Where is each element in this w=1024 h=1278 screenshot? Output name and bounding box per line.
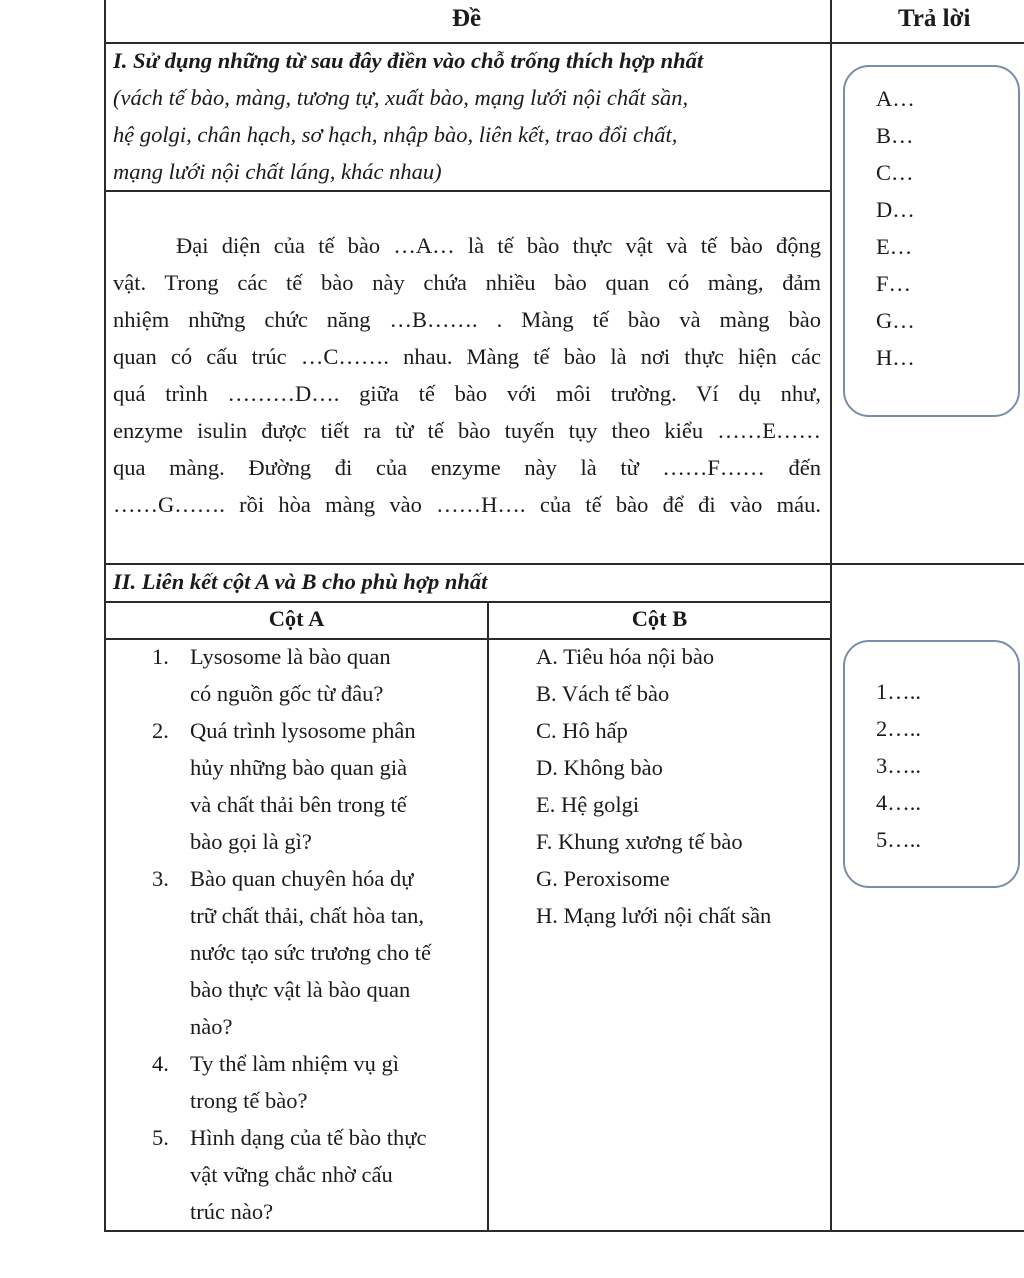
question-line: có nguồn gốc từ đâu?	[190, 681, 384, 706]
word-list-line: mạng lưới nội chất láng, khác nhau)	[113, 159, 442, 184]
question-line: bào thực vật là bào quan	[190, 977, 411, 1002]
part2-title-rule	[104, 601, 831, 603]
answer-slot-g[interactable]: G…	[876, 308, 915, 333]
part2-title: II. Liên kết cột A và B cho phù hợp nhất	[113, 569, 488, 594]
question-line: hủy những bào quan già	[190, 755, 408, 780]
answer-slot-f[interactable]: F…	[876, 271, 912, 296]
passage-line: quá trình ………D…. giữa tế bào với môi trường. Ví dụ như,	[113, 381, 821, 406]
question-line: trong tế bào?	[190, 1088, 308, 1113]
question-line: Lysosome là bào quan	[190, 644, 391, 669]
passage-line: ……G……. rồi hòa màng vào ……H…. của tế bào để đi vào máu.	[113, 492, 821, 517]
answer-slot-c[interactable]: C…	[876, 160, 914, 185]
passage-line: vật. Trong các tế bào này chứa nhiều bào quan có màng, đảm	[113, 270, 821, 295]
header-de: Đề	[452, 5, 482, 32]
question-number: 1.	[152, 644, 169, 669]
column-b-header: Cột B	[631, 606, 688, 631]
answer-slot-a[interactable]: A…	[876, 86, 915, 111]
divider-col-a-b	[487, 601, 489, 1232]
question-line: bào gọi là gì?	[190, 829, 312, 854]
word-list-line: (vách tế bào, màng, tương tự, xuất bào, mạng lưới nội chất sần,	[113, 85, 689, 110]
divider-de-traloi	[830, 0, 832, 1232]
option-g: G. Peroxisome	[536, 866, 670, 891]
question-item-4	[152, 1045, 482, 1119]
passage-line: nhiệm những chức năng …B……. . Màng tế bào và màng bào	[113, 307, 821, 332]
question-line: vật vững chắc nhờ cấu	[190, 1162, 393, 1187]
question-line: trúc nào?	[190, 1199, 274, 1224]
part1-answer-list	[876, 80, 915, 376]
word-list	[113, 79, 825, 190]
question-number: 4.	[152, 1051, 169, 1076]
question-item-2	[152, 712, 482, 860]
part1-answer-box[interactable]	[843, 65, 1020, 417]
answer-slot-d[interactable]: D…	[876, 197, 915, 222]
answer-slot-3[interactable]: 3…..	[876, 753, 921, 778]
fill-in-passage	[113, 227, 821, 523]
question-number: 5.	[152, 1125, 169, 1150]
column-b-options	[536, 638, 771, 934]
passage-line: enzyme isulin được tiết ra từ tế bào tuyến tụy theo kiểu ……E……	[113, 418, 821, 443]
column-a-questions	[152, 638, 482, 1230]
table-bottom-rule	[104, 1230, 1024, 1232]
answer-slot-1[interactable]: 1…..	[876, 679, 921, 704]
passage-line: qua màng. Đường đi của enzyme này là từ ……F…… đến	[113, 455, 821, 480]
answer-slot-2[interactable]: 2…..	[876, 716, 921, 741]
question-line: Hình dạng của tế bào thực	[190, 1125, 427, 1150]
question-line: và chất thải bên trong tế	[190, 792, 407, 817]
answer-slot-4[interactable]: 4…..	[876, 790, 921, 815]
option-e: E. Hệ golgi	[536, 792, 640, 817]
option-h: H. Mạng lưới nội chất sần	[536, 903, 772, 928]
question-line: Ty thể làm nhiệm vụ gì	[190, 1051, 400, 1076]
option-f: F. Khung xương tế bào	[536, 829, 743, 854]
question-number: 2.	[152, 718, 169, 743]
question-line: trữ chất thải, chất hòa tan,	[190, 903, 424, 928]
question-item-5	[152, 1119, 482, 1230]
passage-line: Đại diện của tế bào …A… là tế bào thực vật và tế bào động	[176, 233, 821, 258]
option-a: A. Tiêu hóa nội bào	[536, 644, 715, 669]
question-item-3	[152, 860, 482, 1045]
word-list-line: hệ golgi, chân hạch, sơ hạch, nhập bào, liên kết, trao đổi chất,	[113, 122, 678, 147]
question-line: nước tạo sức trương cho tế	[190, 940, 431, 965]
header-tra-loi: Trả lời	[898, 5, 971, 32]
passage-line: quan có cấu trúc …C……. nhau. Màng tế bào là nơi thực hiện các	[113, 344, 821, 369]
answer-slot-b[interactable]: B…	[876, 123, 914, 148]
option-d: D. Không bào	[536, 755, 663, 780]
question-line: Quá trình lysosome phân	[190, 718, 416, 743]
question-number: 3.	[152, 866, 169, 891]
option-b: B. Vách tế bào	[536, 681, 670, 706]
option-c: C. Hô hấp	[536, 718, 628, 743]
part1-title: I. Sử dụng những từ sau đây điền vào chỗ trống thích hợp nhất	[113, 48, 704, 73]
column-a-header: Cột A	[268, 606, 325, 631]
question-line: nào?	[190, 1014, 233, 1039]
part2-answer-list	[876, 673, 921, 858]
wordlist-rule	[104, 190, 831, 192]
question-item-1	[152, 638, 482, 712]
answer-slot-5[interactable]: 5…..	[876, 827, 921, 852]
answer-slot-h[interactable]: H…	[876, 345, 915, 370]
answer-slot-e[interactable]: E…	[876, 234, 913, 259]
question-line: Bào quan chuyên hóa dự	[190, 866, 414, 891]
part2-answer-box[interactable]	[843, 640, 1020, 888]
